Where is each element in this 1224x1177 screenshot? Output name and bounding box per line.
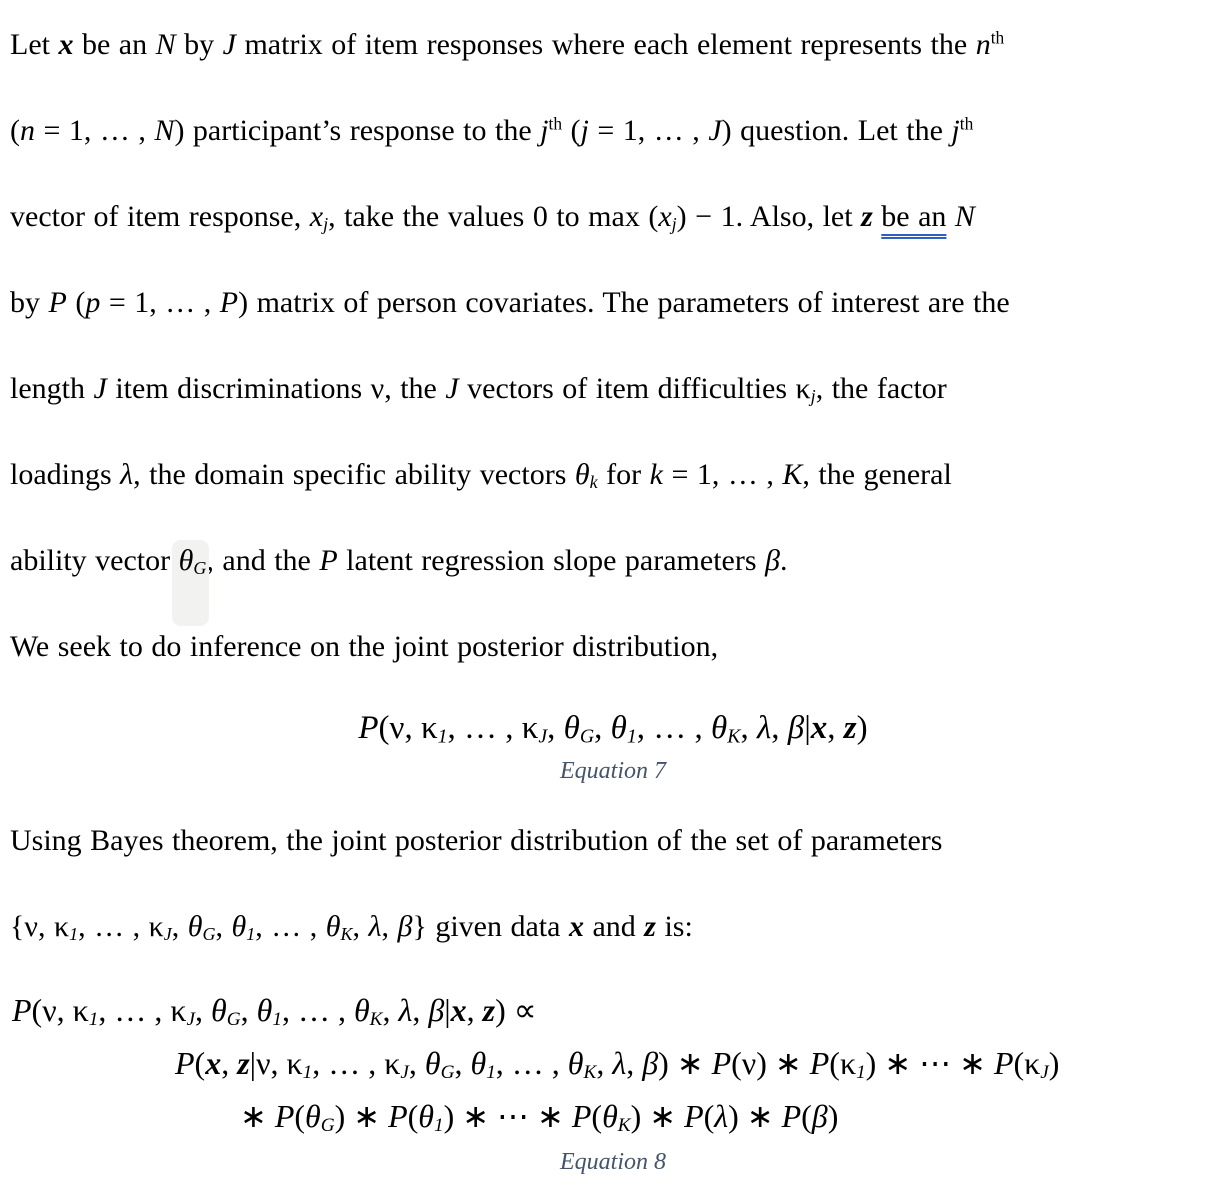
- paragraph-2: We seek to do inference on the joint posterior distribution,: [10, 630, 719, 663]
- paragraph-1-line-1: Let x be an N by J matrix of item responses where each element represents the $n^{th}$: [10, 27, 1005, 61]
- paragraph-3-line-2: {ν, $\kappa_1$, … , $\kappa_J$, $\theta_G$, $\theta_1$, … , $\theta_K$, λ, β} given data x and z is:: [10, 910, 693, 944]
- equation-7-block: [10, 700, 1216, 786]
- paragraph-1-line-2: (n = 1, … , N) participant’s response to the $j^{th}$ (j = 1, … , J) question. Let the $j^{th}$: [10, 113, 974, 147]
- equation-8-line-2: P(x, z|ν, $\kappa_1$, … , $\kappa_J$, $\theta_G$, $\theta_1$, … , $\theta_K$, λ, β) ∗ P(ν) ∗ $P(\kappa_1)$ ∗ ⋯ ∗ $P(\kappa_J)$: [175, 1045, 1060, 1084]
- paragraph-1-line-6: loadings λ, the domain specific ability vectors $\theta_k$ for k = 1, … , K, the general: [10, 458, 952, 492]
- paragraph-1-line-4: by P (p = 1, … , P) matrix of person covariates. The parameters of interest are the: [10, 286, 1010, 319]
- paragraph-1-line-7: ability vector $\theta_G$, and the P latent regression slope parameters β.: [10, 544, 788, 578]
- selection-highlight: $\theta_G$: [178, 544, 207, 578]
- paragraph-1-line-3: vector of item response, $x_j$, take the values 0 to $\max (x_j) - 1$. Also, let z be an N: [10, 200, 975, 234]
- equation-7-caption: Equation 7: [560, 758, 666, 784]
- equation-8-line-3: ∗ $P(\theta_G)$ ∗ $P(\theta_1)$ ∗ ⋯ ∗ $P(\theta_K)$ ∗ P(λ) ∗ P(β): [240, 1098, 839, 1137]
- paragraph-1-line-5: length J item discriminations ν, the J vectors of item difficulties $\kappa_j$, the factor: [10, 372, 947, 406]
- equation-8-caption: Equation 8: [560, 1149, 666, 1175]
- paragraph-3-line-1: Using Bayes theorem, the joint posterior distribution of the set of parameters: [10, 824, 943, 857]
- equation-8-line-1: P(ν, $\kappa_1$, … , $\kappa_J$, $\theta_G$, $\theta_1$, … , $\theta_K$, λ, β|x, z) ∝: [12, 992, 537, 1031]
- grammar-check-underline: be an: [881, 200, 947, 233]
- equation-7-formula: P(ν, $\kappa_1$, … , $\kappa_J$, $\theta_G$, $\theta_1$, … , $\theta_K$, λ, β|x, z): [358, 710, 868, 748]
- paragraph-3: [10, 798, 1216, 970]
- equation-8-block: [10, 984, 1216, 1177]
- paragraph-1: [10, 2, 1216, 604]
